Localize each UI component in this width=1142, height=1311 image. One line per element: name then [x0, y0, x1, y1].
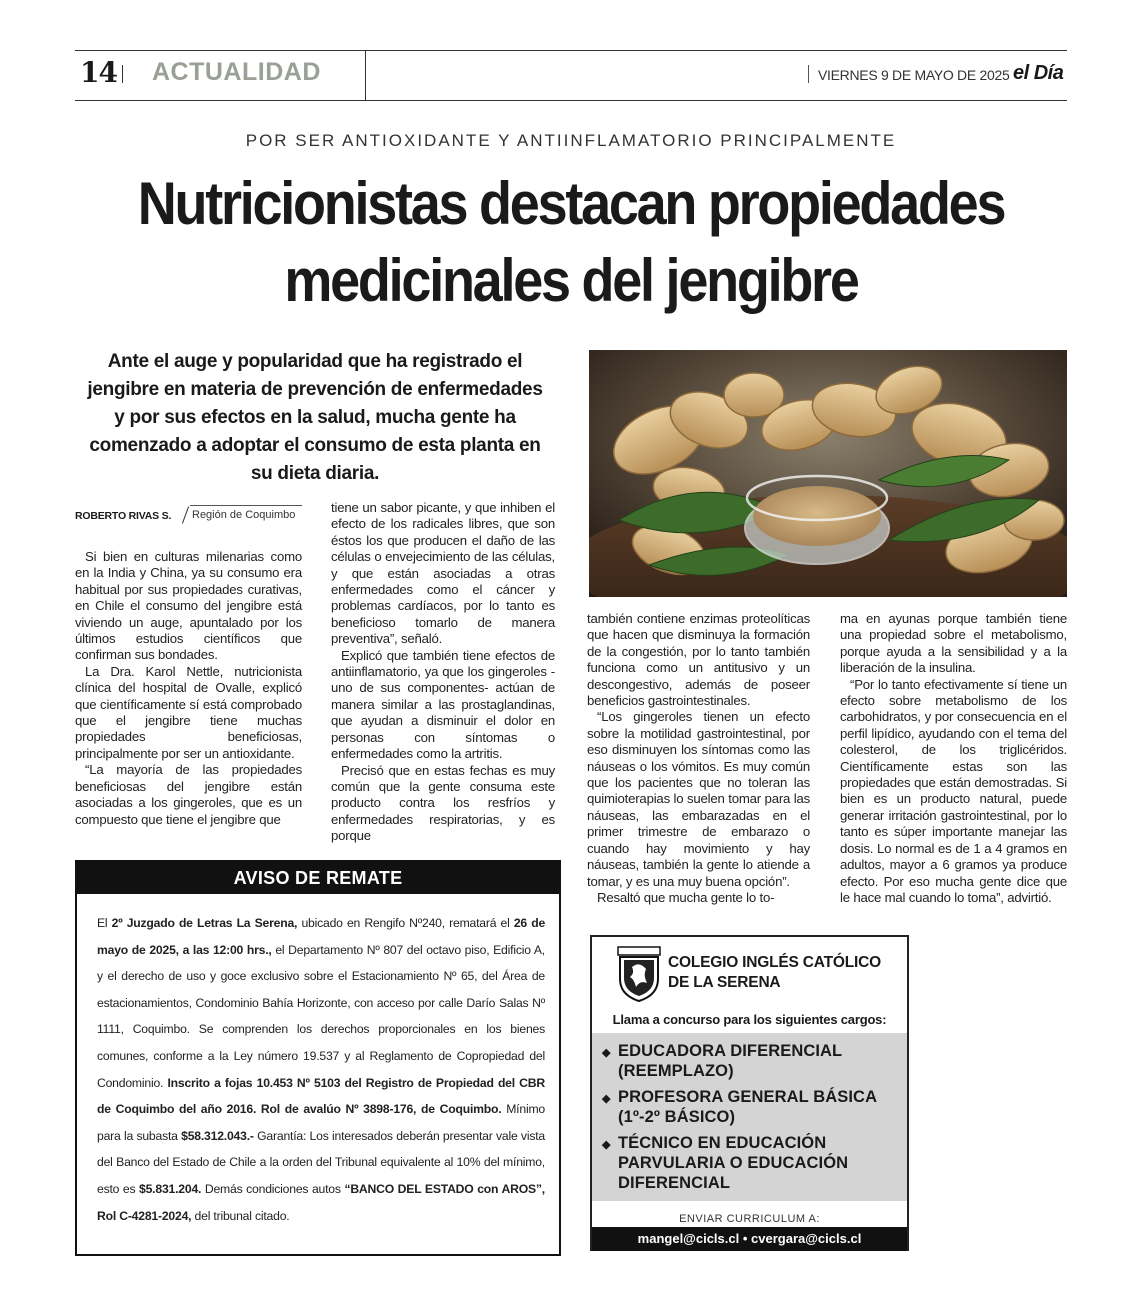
- article-column-2: [331, 500, 555, 845]
- paragraph: tiene un sabor picante, y que inhiben el efecto de los radicales libres, que son éstos los que producen el daño de las células o envejecimiento de las células, y que están asociadas a otras enfermedades como el cáncer y problemas cardíacos, por lo tanto es beneficioso tomarlo de manera preventiva”, señaló.: [331, 500, 555, 647]
- guarantee-amount: $5.831.204.: [139, 1181, 202, 1196]
- position-item: [602, 1133, 848, 1193]
- paragraph: también contiene enzimas proteolíticas que hacen que disminuya la formación de la congestión, por lo tanto también funciona como un antitusivo y un descongestivo, además de poseer beneficios gastrointestinales.: [587, 611, 810, 709]
- ginger-illustration: [589, 350, 1067, 597]
- position-line: TÉCNICO EN EDUCACIÓN: [618, 1134, 827, 1152]
- article-headline: [111, 165, 1031, 319]
- email-link[interactable]: mangel@cicls.cl: [637, 1231, 740, 1246]
- school-job-ad: [590, 935, 909, 1251]
- school-name: [668, 953, 881, 993]
- byline-slash: [182, 506, 189, 523]
- email-separator: •: [742, 1231, 748, 1246]
- ginger-photo: [589, 350, 1067, 597]
- auction-notice-body: [97, 910, 545, 1229]
- text: Mínimo para la subasta: [97, 1102, 545, 1143]
- article-column-3: [587, 611, 810, 906]
- text: Garantía: Los interesados deberán presentar vale vista del Banco del Estado de Chile a la orden del Tribunal equivalente al 10% del mínimo, esto es: [97, 1128, 545, 1196]
- school-name-line-2: DE LA SERENA: [668, 974, 781, 991]
- header-divider: [365, 50, 366, 100]
- byline-rule: [190, 505, 302, 506]
- issue-date: VIERNES 9 DE MAYO DE 2025: [818, 67, 1010, 83]
- date-separator: [808, 65, 809, 83]
- position-line: (REEMPLAZO): [618, 1062, 734, 1080]
- header-top-rule: [75, 50, 1067, 51]
- article-lead: Ante el auge y popularidad que ha registrado el jengibre en materia de prevención de enfermedades y por sus efectos en la salud, mucha gente ha comenzado a adoptar el consumo de esta planta en su dieta diaria.: [87, 351, 543, 484]
- send-cv-label: ENVIAR CURRICULUM A:: [679, 1213, 820, 1225]
- page-number: 14: [80, 56, 117, 89]
- header-separator: [122, 65, 123, 83]
- article-column-4: [840, 611, 1067, 906]
- contact-emails: [592, 1227, 907, 1251]
- paragraph: Si bien en culturas milenarias como en la India y China, ya su consumo era habitual por sus propiedades curativas, en Chile el consumo del jengibre está viviendo un auge, apuntalado por los últimos estudios científicos que confirman sus bondades.: [75, 549, 302, 663]
- court-name: 2º Juzgado de Letras La Serena,: [111, 916, 298, 930]
- email-link[interactable]: cvergara@cicls.cl: [751, 1231, 862, 1246]
- section-title: ACTUALIDAD: [152, 58, 321, 86]
- school-crest-icon: [616, 945, 662, 1003]
- position-line: PROFESORA GENERAL BÁSICA: [618, 1088, 878, 1106]
- case-name: “BANCO DEL ESTADO con AROS”, Rol C-4281-2024,: [97, 1181, 545, 1223]
- paragraph: Resaltó que mucha gente lo to-: [597, 889, 775, 905]
- text: del tribunal citado.: [191, 1208, 290, 1223]
- auction-notice: [75, 860, 561, 1256]
- headline-line-2: medicinales del jengibre: [284, 247, 858, 314]
- minimum-bid: $58.312.043.-: [181, 1128, 254, 1143]
- auction-notice-title: AVISO DE REMATE: [77, 862, 559, 894]
- registry-info: Inscrito a fojas 10.453 Nº 5103 del Registro de Propiedad del CBR de Coquimbo del año 2016. Rol de avalúo Nº 3898-176, de Coquimbo.: [97, 1075, 545, 1117]
- paragraph: ma en ayunas porque también tiene una propiedad sobre el metabolismo, porque ayuda a la sensibilidad y a la liberación de la insulina.: [840, 611, 1067, 676]
- diamond-bullet-icon: ◆: [602, 1139, 611, 1151]
- newspaper-logo: el Día: [1013, 62, 1064, 84]
- position-line: EDUCADORA DIFERENCIAL: [618, 1042, 843, 1060]
- positions-list: [592, 1033, 907, 1201]
- paragraph: “Los gingeroles tienen un efecto sobre la motilidad gastrointestinal, por eso disminuyen los síntomas como las náuseas o los vómitos. Es muy común que los pacientes que no toleran las quimioterapias lo suelen tomar para las náuseas, las embarazadas en el primer trimestre de embarazo o cuando hay movimiento y hay náuseas, también la gente lo atiende a tomar, y es una muy buena opción”.: [587, 709, 810, 889]
- author-region: Región de Coquimbo: [192, 509, 296, 521]
- call-for-applications: Llama a concurso para los siguientes cargos:: [612, 1012, 887, 1027]
- position-line: PARVULARIA O EDUCACIÓN: [618, 1154, 849, 1172]
- position-item: [602, 1041, 842, 1081]
- auction-date: 26 de mayo de 2025, a las 12:00 hrs.,: [97, 916, 546, 957]
- text: El: [97, 916, 112, 930]
- paragraph: Precisó que en estas fechas es muy común que la gente consuma este producto contra los resfríos y enfermedades respiratorias, y es porque: [331, 762, 555, 844]
- headline-line-1: Nutricionistas destacan propiedades: [137, 170, 1005, 237]
- position-line: DIFERENCIAL: [618, 1174, 731, 1192]
- text: ubicado en Rengifo Nº240, rematará el: [297, 916, 514, 930]
- article-kicker: POR SER ANTIOXIDANTE Y ANTIINFLAMATORIO PRINCIPALMENTE: [245, 131, 897, 150]
- diamond-bullet-icon: ◆: [602, 1093, 611, 1105]
- header-bottom-rule: [75, 100, 1067, 101]
- article-column-1: [75, 549, 302, 828]
- position-item: [602, 1087, 877, 1127]
- paragraph: “Por lo tanto efectivamente sí tiene un efecto sobre metabolismo de los carbohidratos, y por consecuencia en el perfil lipídico, ayudando con el tema del colesterol, de los triglicéridos. Científicamente estas son las propiedades que están demostradas. Si bien es un producto natural, puede generar irritación gastrointestinal, por lo tanto es súper importante manejar las dosis. Lo normal es de 1 a 4 gramos en adultos, mayor a 6 gramos ya produce efecto. Por eso mucha gente dice que le hace mal cuando lo toma”, advirtió.: [840, 676, 1067, 905]
- paragraph: Explicó que también tiene efectos de antiinflamatorio, ya que los gingeroles -uno de sus componentes- actúan de manera similar a las prostaglandinas, que ayudan a disminuir el dolor en personas con síntomas o enfermedades como la artritis.: [331, 647, 555, 762]
- text: el Departamento Nº 807 del octavo piso, Edificio A, y el derecho de uso y goce exclusivo sobre el Estacionamiento Nº 65, del Área de estacionamientos, Condominio Bahía Horizonte, con acceso por calle Darío Salas Nº 1111, Coquimbo. Se comprenden los derechos proporcionales en los bienes comunes, conforme a la Ley número 19.537 y al Reglamento de Copropiedad del Condominio.: [97, 942, 545, 1090]
- position-line: (1º-2º BÁSICO): [618, 1108, 736, 1126]
- author: ROBERTO RIVAS S.: [75, 510, 172, 522]
- school-name-line-1: COLEGIO INGLÉS CATÓLICO: [668, 954, 881, 971]
- text: Demás condiciones autos: [201, 1181, 345, 1196]
- diamond-bullet-icon: ◆: [602, 1047, 611, 1059]
- paragraph: La Dra. Karol Nettle, nutricionista clínica del hospital de Ovalle, explicó que científicamente sí está comprobado que el jengibre tiene muchas propiedades beneficiosas, principalmente por ser un antioxidante.: [75, 663, 302, 761]
- paragraph: “La mayoría de las propiedades beneficiosas del jengibre están asociadas a los gingeroles, que es un compuesto que tiene el jengibre que: [75, 762, 302, 827]
